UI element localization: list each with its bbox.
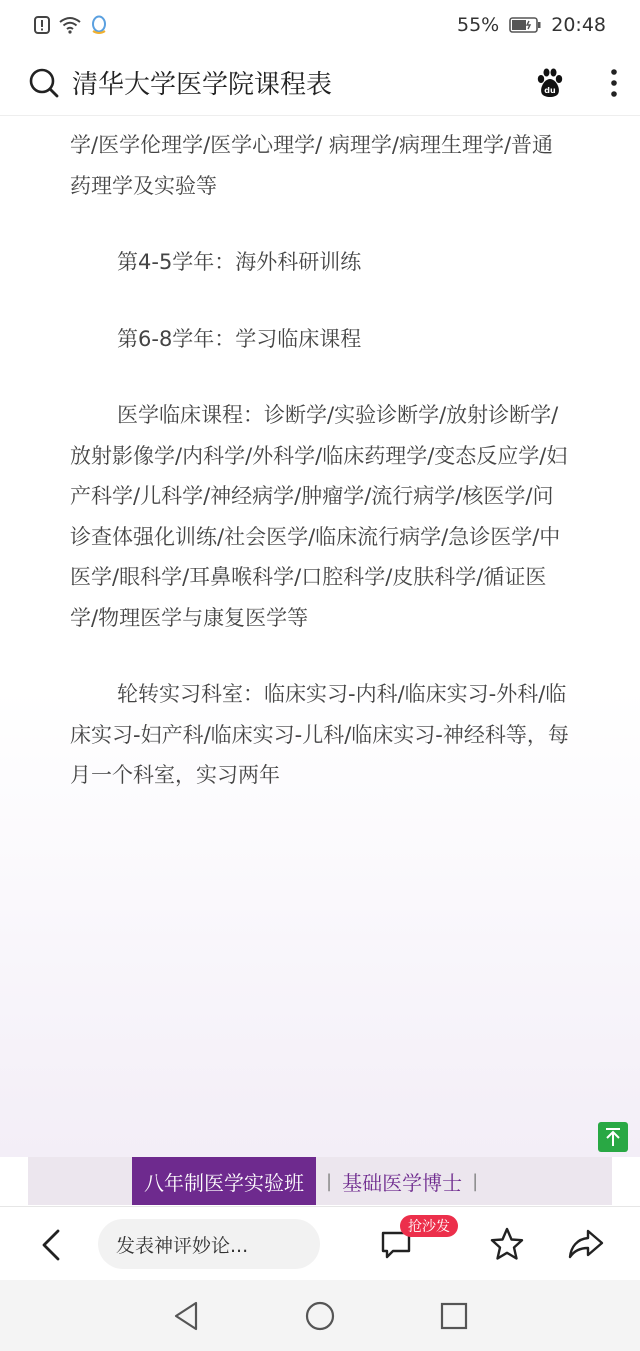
- tab-separator: |: [326, 1170, 333, 1192]
- clock: 20:48: [551, 14, 606, 36]
- related-tabs: [28, 1157, 612, 1205]
- article-paragraph-2: 第4-5学年：海外科研训练: [117, 250, 362, 274]
- baidu-paw-icon[interactable]: [534, 67, 566, 99]
- share-icon[interactable]: [568, 1229, 604, 1259]
- nav-back-icon[interactable]: [172, 1301, 200, 1331]
- battery-icon: [509, 17, 541, 33]
- tab-separator: |: [472, 1170, 479, 1192]
- article-body: [70, 125, 570, 832]
- article-paragraph-5: 轮转实习科室：临床实习-内科/临床实习-外科/临床实习-妇产科/临床实习-儿科/临床实习-神经科等，每月一个科室，实习两年: [70, 682, 569, 787]
- article-paragraph-4: 医学临床课程：诊断学/实验诊断学/放射诊断学/放射影像学/内科学/外科学/临床药理学/变态反应学/妇产科学/儿科学/神经病学/肿瘤学/流行病学/核医学/问诊查体强化训练/社会医学/临床流行病学/急诊医学/中医学/眼科学/耳鼻喉科学/口腔科学/皮肤科学/循证医学/物理医学与康复医学等: [70, 403, 568, 630]
- qq-icon: [90, 15, 108, 35]
- nav-recents-icon[interactable]: [440, 1302, 468, 1330]
- comment-input[interactable]: [98, 1219, 320, 1269]
- battery-percent: 55%: [457, 14, 500, 36]
- bottom-action-bar: [0, 1206, 640, 1280]
- article-paragraph-3: 第6-8学年：学习临床课程: [117, 326, 362, 351]
- search-query-title[interactable]: 清华大学医学院课程表: [72, 70, 333, 100]
- more-menu-icon[interactable]: [610, 68, 618, 98]
- tab-eight-year-program[interactable]: 八年制医学实验班: [132, 1157, 316, 1205]
- back-arrow-icon[interactable]: [40, 1229, 62, 1261]
- svg-text:du: du: [544, 85, 556, 95]
- article-paragraph-1: 学/医学伦理学/医学心理学/ 病理学/病理生理学/普通药理学及实验等: [70, 133, 554, 198]
- tab-basic-medicine-phd[interactable]: 基础医学博士: [342, 1170, 463, 1195]
- status-icons-right: [457, 14, 606, 36]
- arrow-up-icon: [604, 1127, 622, 1147]
- nav-home-icon[interactable]: [304, 1300, 336, 1332]
- system-nav-bar: [0, 1280, 640, 1351]
- back-to-top-button[interactable]: [598, 1122, 628, 1152]
- search-icon[interactable]: [28, 67, 60, 99]
- sofa-badge: 抢沙发: [400, 1215, 458, 1237]
- alert-icon: [34, 16, 50, 34]
- status-icons-left: [34, 15, 108, 35]
- wifi-icon: [58, 16, 82, 34]
- comment-placeholder: 发表神评妙论...: [116, 1234, 249, 1257]
- star-favorite-icon[interactable]: [490, 1227, 524, 1261]
- article-content[interactable]: [0, 117, 640, 1157]
- search-header[interactable]: [0, 50, 640, 116]
- header-actions: [534, 67, 618, 99]
- status-bar: [0, 0, 640, 50]
